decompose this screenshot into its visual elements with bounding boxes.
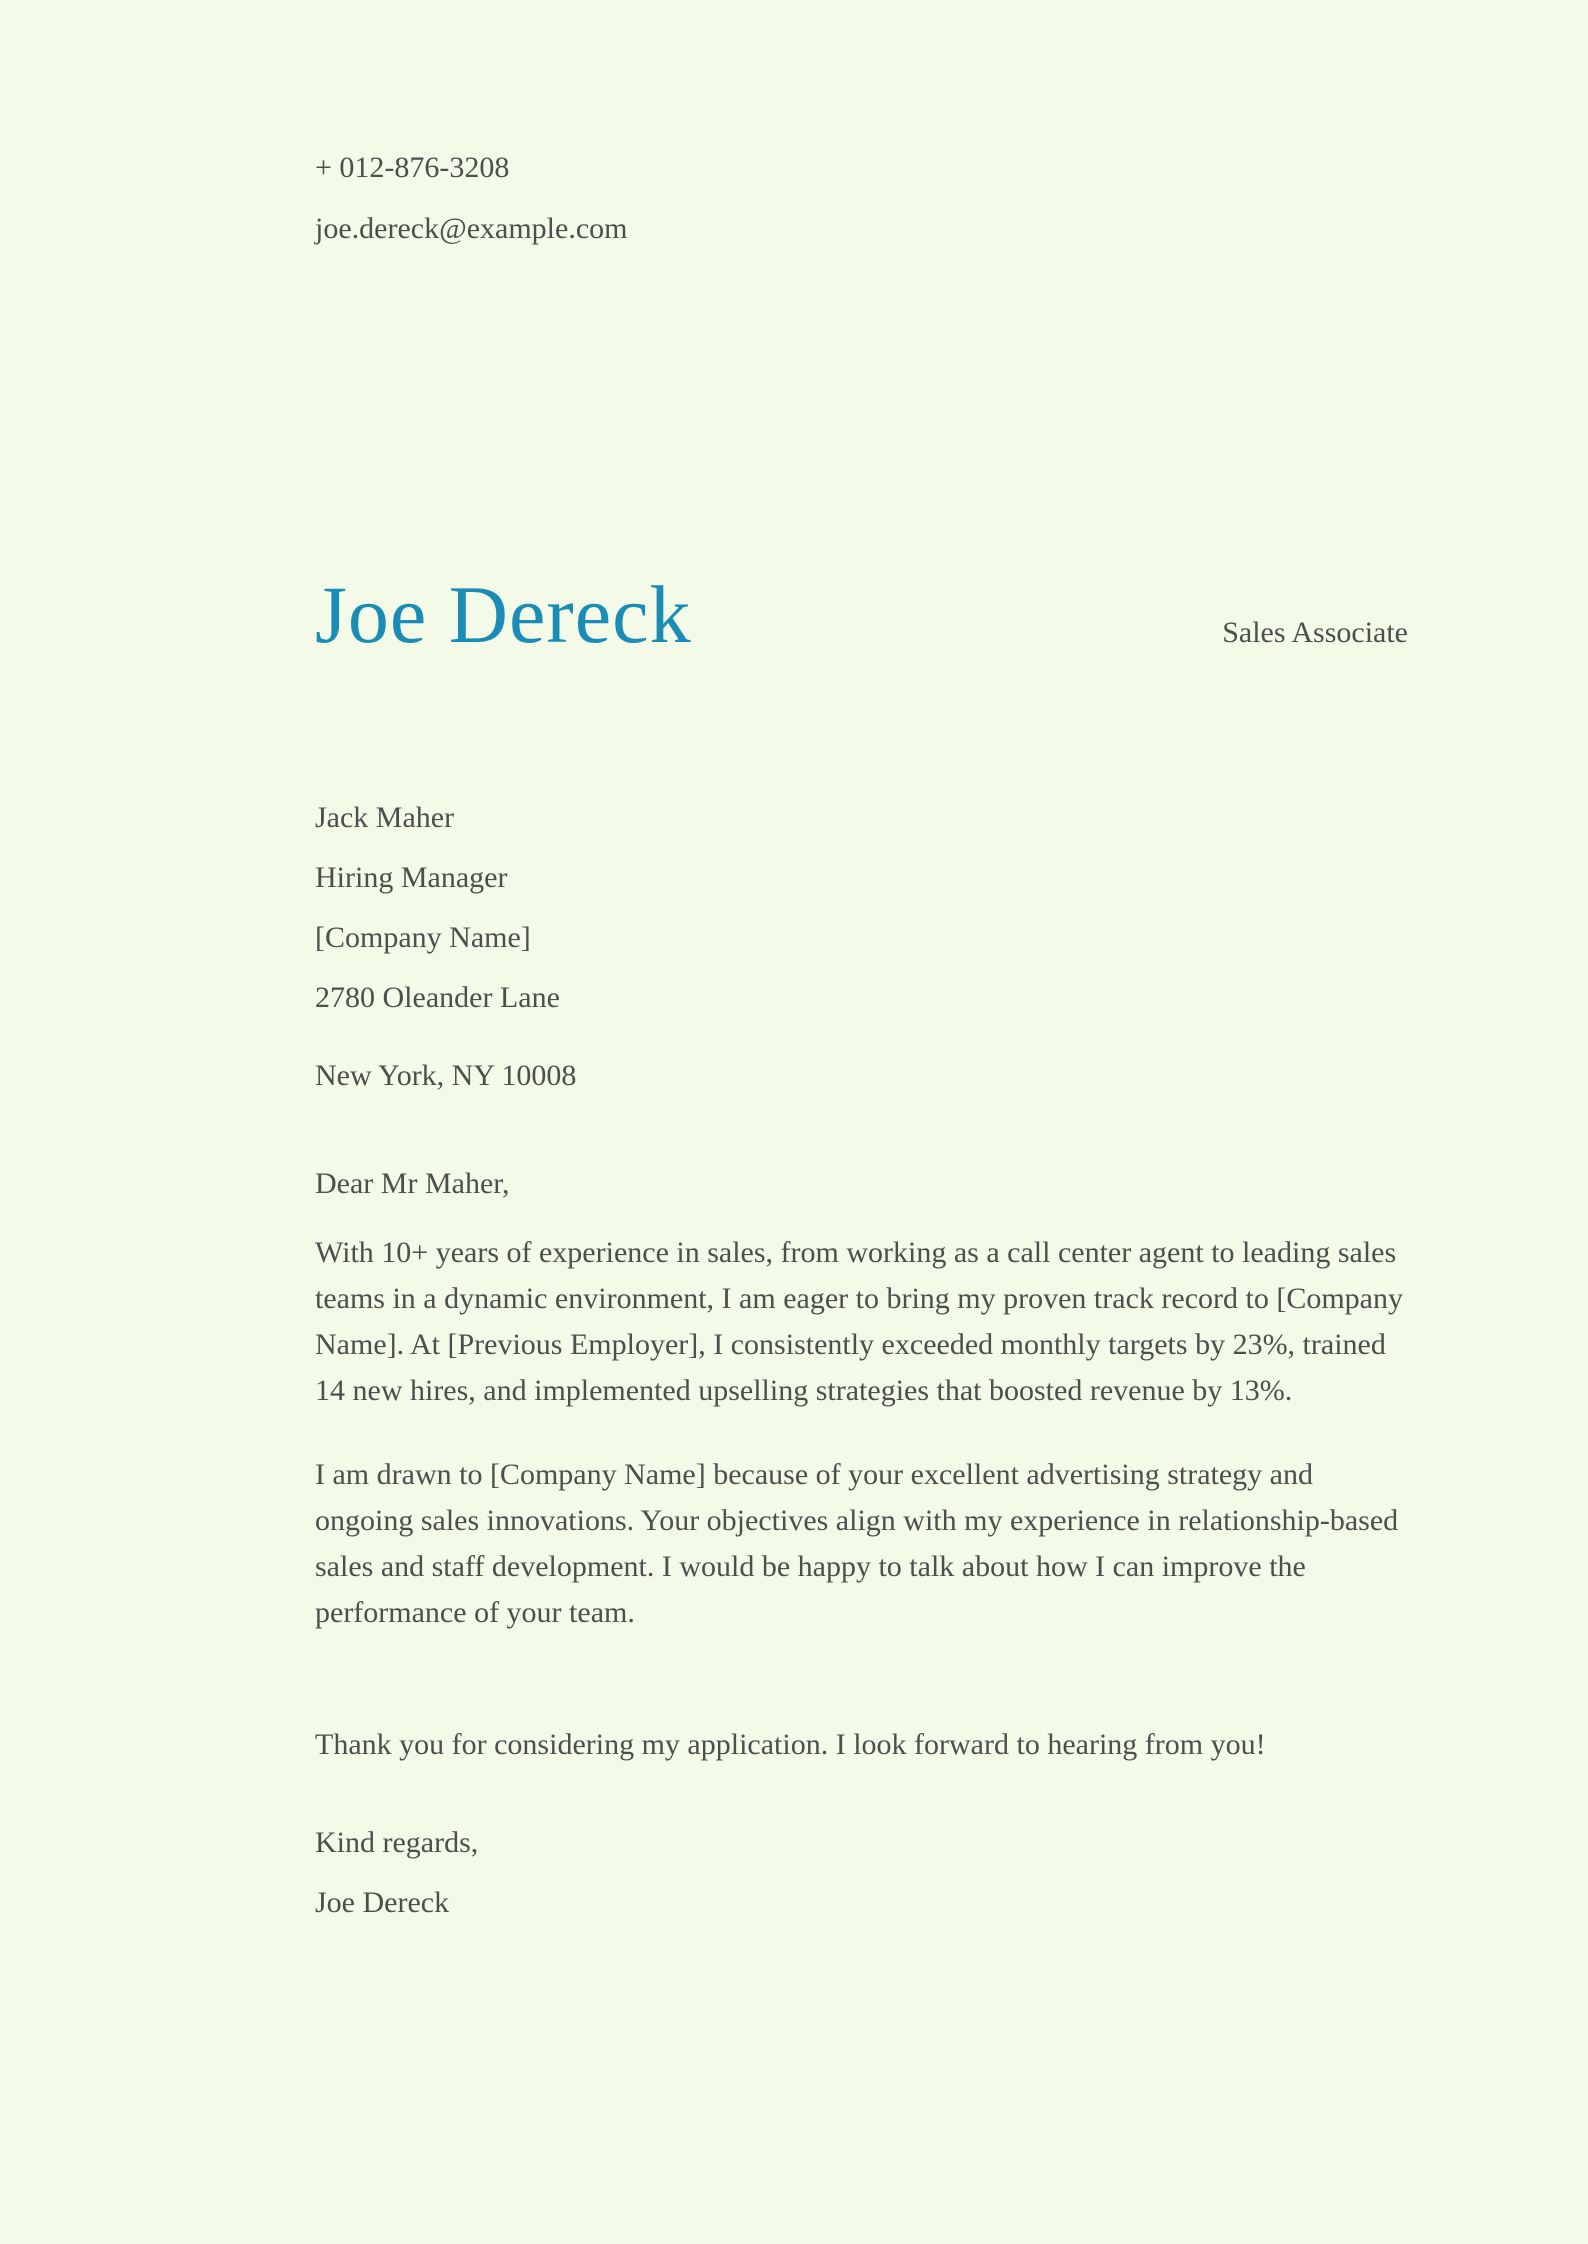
recipient-street: 2780 Oleander Lane <box>315 981 560 1014</box>
closing: Kind regards, <box>315 1826 479 1859</box>
contact-block <box>315 153 1408 244</box>
contact-phone: + 012-876-3208 <box>315 151 510 184</box>
job-title: Sales Associate <box>1222 616 1408 649</box>
signature: Joe Dereck <box>315 1886 450 1919</box>
greeting: Dear Mr Maher, <box>315 1167 510 1200</box>
paragraph-experience: With 10+ years of experience in sales, from working as a call center agent to leading sales teams in a dynamic environment, I am eager to bring my proven track record to [Company Name]. At [Previous Employer], I consistently exceeded monthly targets by 23%, trained 14 new hires, and implemented upselling strategies that boosted revenue by 13%. <box>315 1236 1403 1407</box>
contact-email: joe.dereck@example.com <box>315 212 628 245</box>
recipient-company: [Company Name] <box>315 921 531 954</box>
paragraph-motivation: I am drawn to [Company Name] because of your excellent advertising strategy and ongoing sales innovations. Your objectives align with my experience in relationship-based sales and staff development. I would be happy to talk about how I can improve the performance of your team. <box>315 1458 1399 1629</box>
paragraph-thanks: Thank you for considering my application. I look forward to hearing from you! <box>315 1728 1266 1761</box>
letter-body <box>315 1167 1408 1919</box>
recipient-name: Jack Maher <box>315 801 455 834</box>
letter-header <box>315 569 1408 660</box>
recipient-block <box>315 801 1408 1092</box>
recipient-role: Hiring Manager <box>315 861 508 894</box>
person-name: Joe Dereck <box>315 569 692 660</box>
recipient-city: New York, NY 10008 <box>315 1059 577 1092</box>
